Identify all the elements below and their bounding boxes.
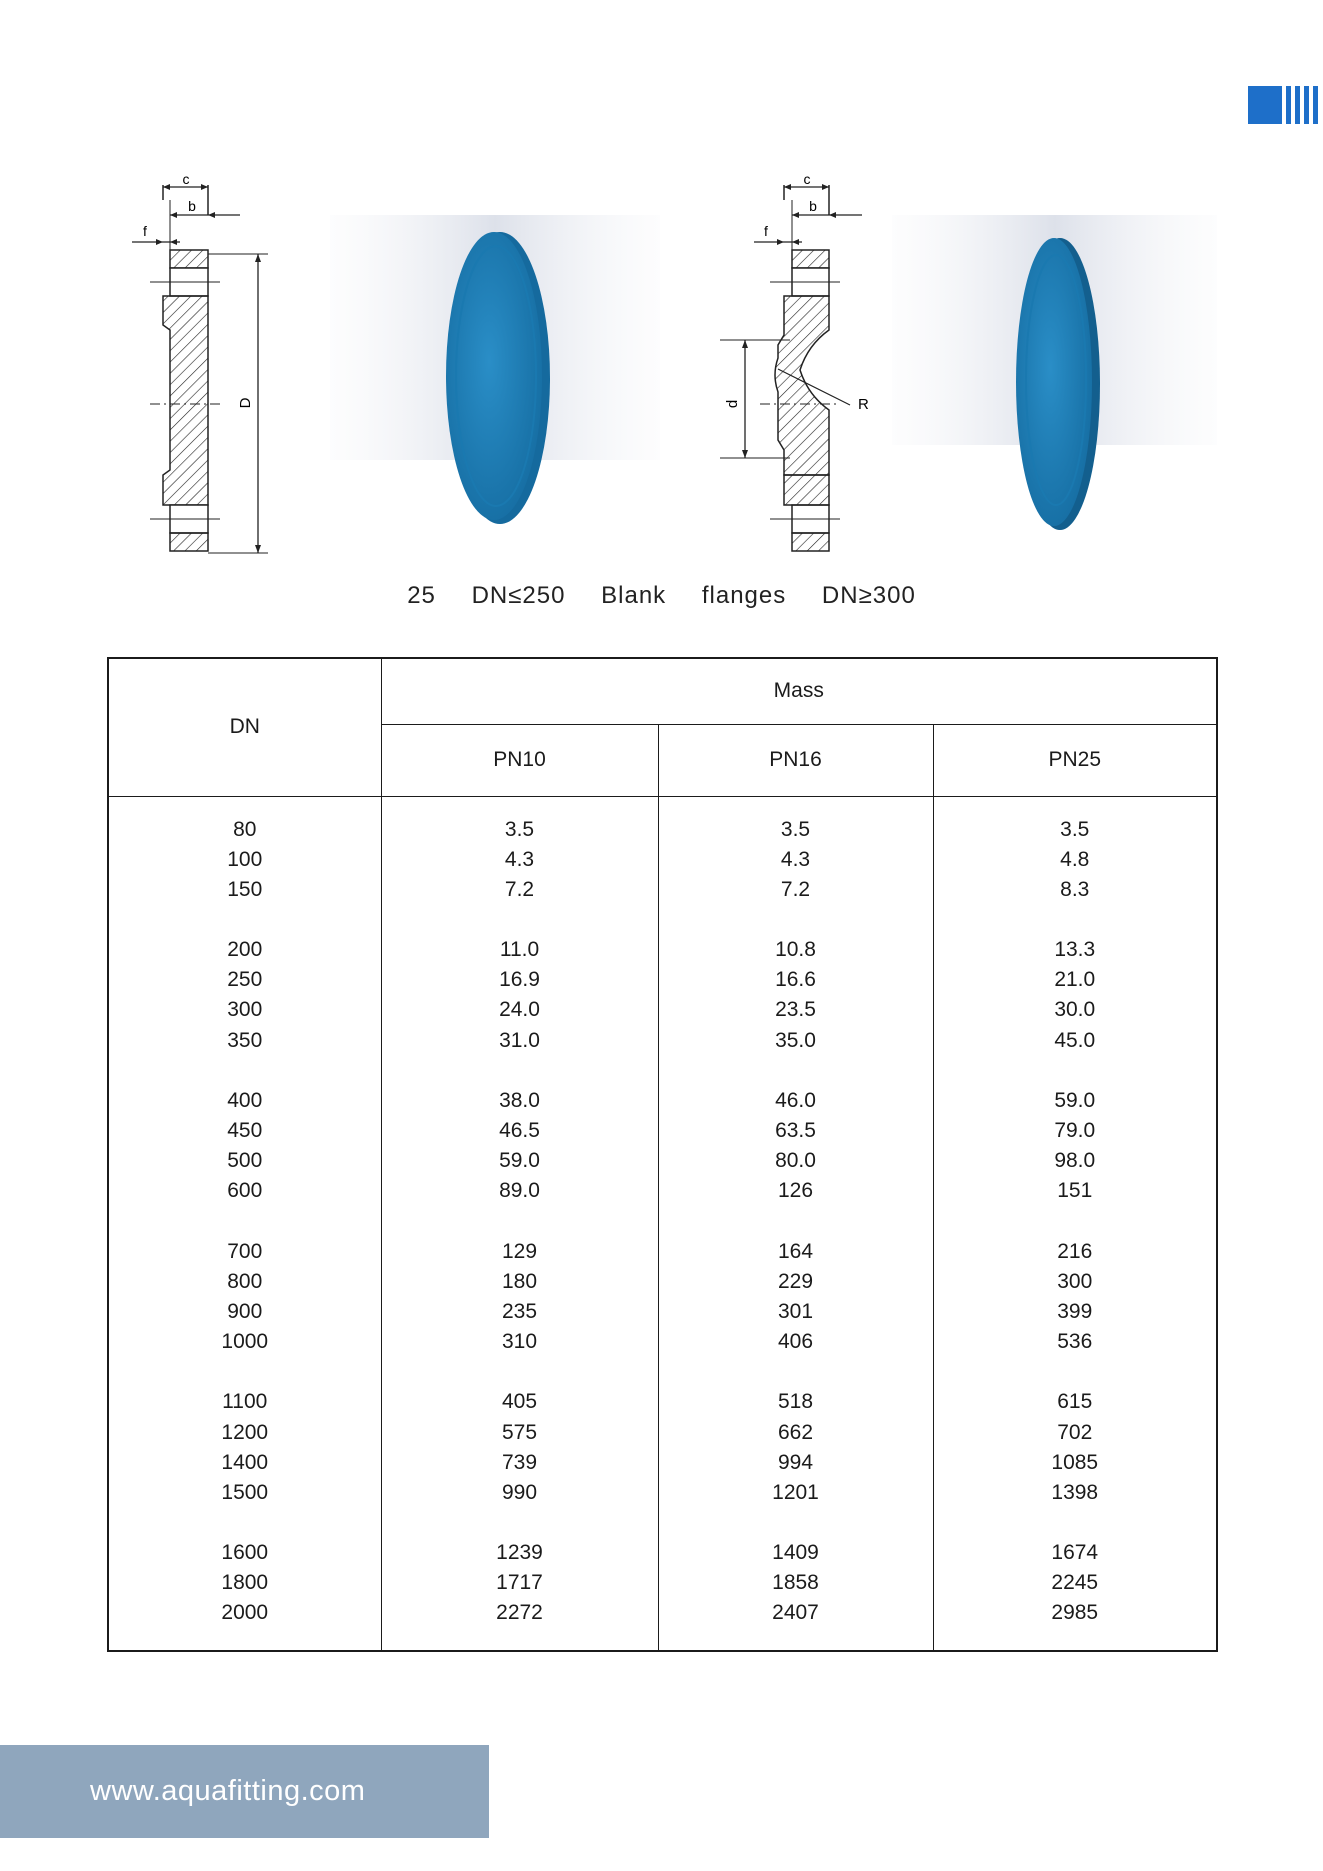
pn10-cell: 38.0 — [499, 1088, 540, 1112]
dn-cell: 1000 — [221, 1330, 269, 1354]
pn25-group — [935, 1387, 1216, 1508]
pn25-cell: 2985 — [1051, 1601, 1099, 1625]
pn16-group — [660, 1538, 932, 1629]
pn25-cell: 2245 — [1051, 1571, 1099, 1595]
pn10-header: PN10 — [381, 724, 658, 796]
svg-text:c: c — [182, 171, 190, 187]
pn16-cell: 1201 — [772, 1480, 819, 1504]
pn25-cell: 1674 — [1051, 1541, 1099, 1565]
caption-word-flanges: flanges — [701, 582, 787, 609]
pn10-cell: 235 — [501, 1299, 538, 1323]
corner-stripe-mark — [1248, 86, 1323, 124]
pn10-cell: 46.5 — [499, 1119, 540, 1142]
pn10-group — [383, 935, 657, 1056]
pn16-cell: 662 — [777, 1420, 814, 1444]
pn25-cell: 1085 — [1051, 1450, 1099, 1474]
pn10-cell: 31.0 — [499, 1028, 540, 1052]
dn-cell: 1500 — [221, 1480, 269, 1504]
website-link[interactable]: www.aquafitting.com — [90, 1775, 366, 1807]
pn16-group — [660, 1086, 932, 1207]
dn-cell: 150 — [227, 877, 263, 901]
pn10-cell: 1239 — [496, 1541, 543, 1565]
pn16-cell: 994 — [777, 1450, 814, 1474]
dn-group — [110, 1086, 380, 1207]
pn10-cell: 405 — [501, 1390, 538, 1414]
dn-cell: 80 — [233, 817, 257, 841]
pn16-group — [660, 1237, 932, 1358]
pn10-group — [383, 815, 657, 906]
dn-cell: 1400 — [221, 1450, 269, 1474]
pn25-group — [935, 1237, 1216, 1358]
pn25-column — [933, 796, 1217, 1651]
pn25-header: PN25 — [933, 724, 1217, 796]
pn10-group — [383, 1538, 657, 1629]
pn25-cell: 4.8 — [1060, 847, 1090, 871]
dn-cell: 400 — [227, 1088, 263, 1112]
pn16-cell: 406 — [777, 1330, 814, 1354]
pn16-cell: 46.0 — [775, 1088, 816, 1112]
mass-header: Mass — [381, 658, 1217, 724]
dn-cell: 1200 — [221, 1420, 269, 1444]
pn10-cell: 24.0 — [499, 998, 540, 1022]
pn10-group — [383, 1086, 657, 1207]
pn10-cell: 2272 — [496, 1601, 543, 1625]
pn25-cell: 21.0 — [1054, 968, 1096, 992]
pn25-group — [935, 815, 1216, 906]
svg-text:c: c — [803, 171, 811, 187]
pn25-cell: 98.0 — [1054, 1149, 1096, 1173]
pn10-cell: 310 — [501, 1330, 538, 1354]
svg-text:D: D — [237, 397, 254, 409]
svg-text:b: b — [188, 198, 196, 214]
figure-caption — [0, 582, 1323, 610]
dn-cell: 350 — [227, 1028, 263, 1052]
dn-cell: 1600 — [221, 1541, 269, 1565]
pn16-group — [660, 935, 932, 1056]
dn-cell: 2000 — [221, 1601, 269, 1625]
pn25-cell: 79.0 — [1054, 1119, 1096, 1142]
pn10-cell: 739 — [501, 1450, 538, 1474]
pn25-cell: 300 — [1057, 1269, 1093, 1293]
mass-table-container — [107, 657, 1216, 1652]
pn25-cell: 151 — [1057, 1179, 1093, 1203]
dn-cell: 250 — [227, 968, 263, 992]
dn-cell: 900 — [227, 1299, 263, 1323]
pn10-cell: 59.0 — [499, 1149, 540, 1173]
right-range-label: DN≥300 — [821, 582, 916, 609]
pn25-cell: 45.0 — [1054, 1028, 1096, 1052]
dn-cell: 600 — [227, 1179, 263, 1203]
pn10-cell: 11.0 — [499, 938, 540, 962]
dn-cell: 100 — [227, 847, 263, 871]
flange-illustrations — [0, 140, 1323, 570]
pn16-header: PN16 — [658, 724, 933, 796]
pn16-cell: 2407 — [772, 1601, 819, 1625]
pn16-cell: 1409 — [772, 1541, 819, 1565]
pn10-column — [381, 796, 658, 1651]
pn25-cell: 59.0 — [1054, 1088, 1096, 1112]
svg-text:R: R — [858, 396, 869, 413]
pn25-cell: 13.3 — [1054, 938, 1096, 962]
svg-text:f: f — [143, 223, 147, 239]
svg-text:b: b — [809, 198, 817, 214]
pn16-cell: 4.3 — [780, 847, 811, 871]
footer-bar — [0, 1745, 489, 1838]
pn10-cell: 7.2 — [504, 877, 535, 901]
dn-cell: 1100 — [222, 1390, 268, 1414]
pn16-cell: 164 — [777, 1239, 814, 1263]
mass-table — [107, 657, 1218, 1652]
pn16-cell: 126 — [777, 1179, 814, 1203]
pn16-cell: 229 — [777, 1269, 814, 1293]
pn16-cell: 1858 — [772, 1571, 819, 1595]
pn10-cell: 4.3 — [504, 847, 535, 871]
caption-word-blank: Blank — [601, 582, 667, 609]
right-section-drawing — [720, 171, 869, 551]
pn10-cell: 180 — [501, 1269, 538, 1293]
pn25-cell: 30.0 — [1054, 998, 1096, 1022]
pn10-group — [383, 1237, 657, 1358]
pn25-cell: 8.3 — [1060, 877, 1090, 901]
pn25-group — [935, 1538, 1216, 1629]
dn-column — [108, 796, 381, 1651]
dn-group — [110, 935, 380, 1056]
dn-group — [110, 1237, 380, 1358]
pn16-group — [660, 1387, 932, 1508]
pn10-cell: 1717 — [496, 1571, 543, 1595]
pn16-cell: 35.0 — [775, 1028, 816, 1052]
pn10-cell: 129 — [501, 1239, 538, 1263]
pn25-cell: 615 — [1057, 1390, 1093, 1414]
dn-cell: 500 — [227, 1149, 263, 1173]
right-flange-photo — [892, 215, 1217, 530]
pn25-group — [935, 1086, 1216, 1207]
pn10-group — [383, 1387, 657, 1508]
pn25-cell: 1398 — [1051, 1480, 1099, 1504]
left-range-label: DN≤250 — [471, 582, 566, 609]
pn25-cell: 399 — [1057, 1299, 1093, 1323]
pn10-cell: 16.9 — [499, 968, 540, 992]
pn16-cell: 10.8 — [775, 938, 816, 962]
dn-cell: 1800 — [221, 1571, 269, 1595]
dn-group — [110, 815, 380, 906]
pn16-group — [660, 815, 932, 906]
pn10-cell: 89.0 — [499, 1179, 540, 1203]
pn16-cell: 63.5 — [775, 1119, 816, 1142]
pn10-cell: 575 — [501, 1420, 538, 1444]
dn-cell: 200 — [227, 938, 263, 962]
dn-header: DN — [108, 658, 381, 796]
pn16-cell: 3.5 — [780, 817, 811, 841]
pn16-cell: 301 — [777, 1299, 814, 1323]
pn16-cell: 16.6 — [775, 968, 816, 992]
pn25-cell: 536 — [1057, 1330, 1093, 1354]
pn10-cell: 990 — [501, 1480, 538, 1504]
pn16-cell: 518 — [777, 1390, 814, 1414]
pn16-cell: 7.2 — [780, 877, 811, 901]
dn-cell: 300 — [227, 998, 263, 1022]
dn-cell: 800 — [227, 1269, 263, 1293]
pn25-group — [935, 935, 1216, 1056]
pn25-cell: 216 — [1057, 1239, 1093, 1263]
dn-cell: 450 — [227, 1119, 263, 1142]
dn-group — [110, 1538, 380, 1629]
left-section-drawing — [132, 171, 268, 553]
figure-number: 25 — [407, 582, 436, 609]
left-flange-photo — [330, 215, 660, 524]
pn16-cell: 80.0 — [775, 1149, 816, 1173]
pn16-column — [658, 796, 933, 1651]
pn10-cell: 3.5 — [504, 817, 535, 841]
pn25-cell: 702 — [1057, 1420, 1093, 1444]
svg-text:f: f — [764, 223, 768, 239]
dn-group — [110, 1387, 380, 1508]
svg-text:d: d — [724, 399, 741, 409]
pn16-cell: 23.5 — [775, 998, 816, 1022]
dn-cell: 700 — [227, 1239, 263, 1263]
pn25-cell: 3.5 — [1060, 817, 1090, 841]
